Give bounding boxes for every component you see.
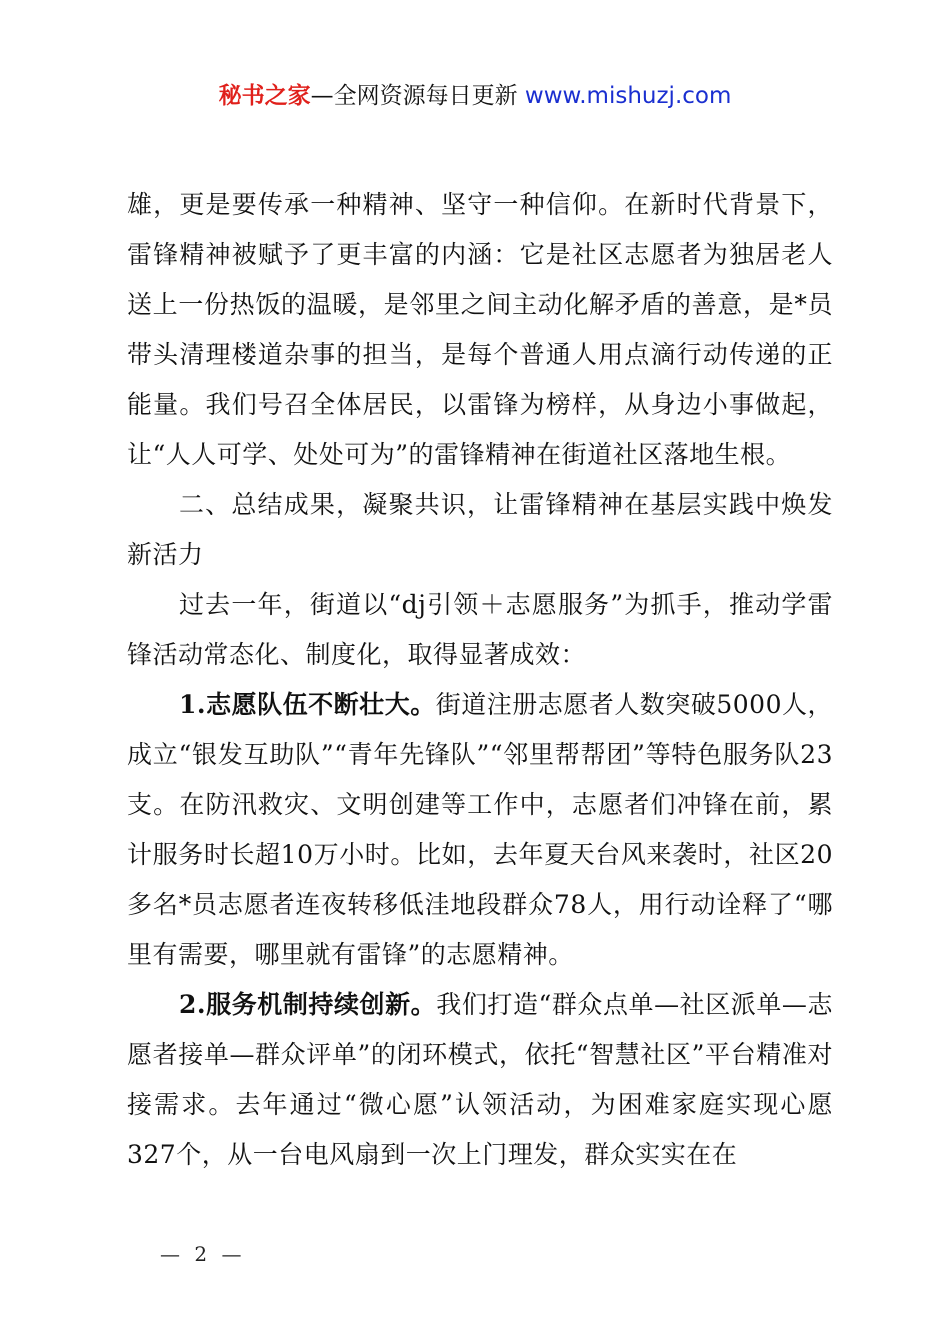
- paragraph-text: 雄，更是要传承一种精神、坚守一种信仰。在新时代背景下，雷锋精神被赋予了更丰富的内涵：它是社区志愿者为独居老人送上一份热饭的温暖，是邻里之间主动化解矛盾的善意，是*员带头清理楼道杂事的担当，是每个普通人用点滴行动传递的正能量。我们号召全体居民，以雷锋为榜样，从身边小事做起，让“人人可学、处处可为”的雷锋精神在街道社区落地生根。: [127, 190, 833, 469]
- site-header: [0, 80, 950, 112]
- header-url-link[interactable]: www.mishuzj.com: [524, 83, 732, 109]
- header-tagline: —全网资源每日更新: [310, 83, 518, 109]
- item-lead-text: 1.志愿队伍不断壮大。: [179, 690, 436, 719]
- item-lead-text: 2.服务机制持续创新。: [179, 990, 437, 1019]
- header-brand: 秘书之家: [218, 83, 311, 109]
- section-heading-text: 二、总结成果，凝聚共识，让雷锋精神在基层实践中焕发新活力: [127, 490, 833, 569]
- document-body: [127, 180, 833, 1180]
- paragraph-text: 我们打造“群众点单—社区派单—志愿者接单—群众评单”的闭环模式，依托“智慧社区”平台精准对接需求。去年通过“微心愿”认领活动，为困难家庭实现心愿327个，从一台电风扇到一次上门理发，群众实实在在: [127, 990, 833, 1169]
- paragraph-item-2: [127, 980, 833, 1180]
- paragraph-continuation: [127, 180, 833, 480]
- paragraph-text: 过去一年，街道以“dj引领＋志愿服务”为抓手，推动学雷锋活动常态化、制度化，取得显著成效：: [127, 590, 833, 669]
- paragraph-text: 街道注册志愿者人数突破5000人，成立“银发互助队”“青年先锋队”“邻里帮帮团”等特色服务队23支。在防汛救灾、文明创建等工作中，志愿者们冲锋在前，累计服务时长超10万小时。比如，去年夏天台风来袭时，社区20多名*员志愿者连夜转移低洼地段群众78人，用行动诠释了“哪里有需要，哪里就有雷锋”的志愿精神。: [127, 690, 833, 969]
- page-number: — 2 —: [160, 1242, 246, 1266]
- paragraph-item-1: [127, 680, 833, 980]
- paragraph-intro: [127, 580, 833, 680]
- section-heading: [127, 480, 833, 580]
